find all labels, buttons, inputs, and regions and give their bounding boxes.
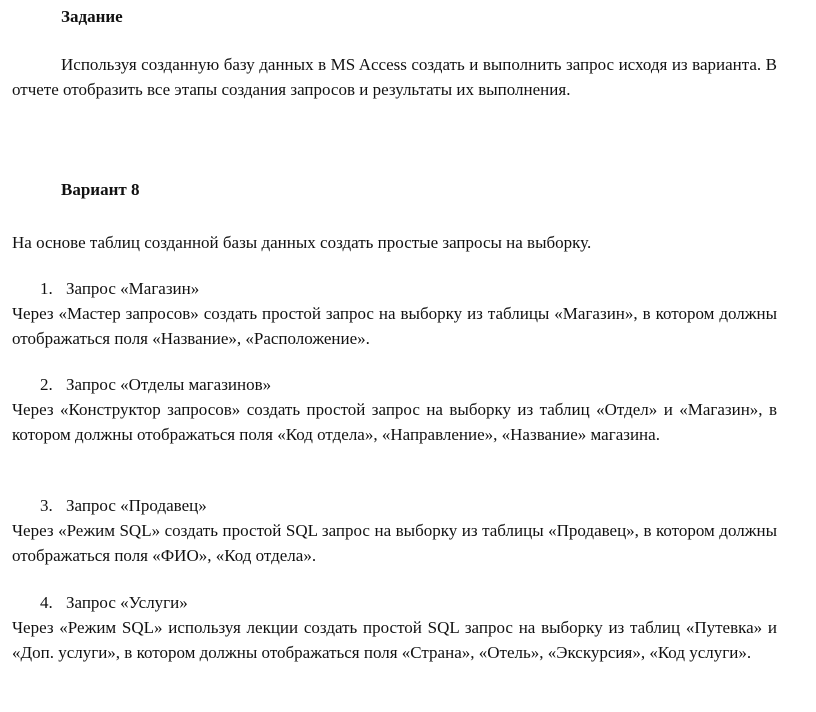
query-4-description: Через «Режим SQL» используя лекции создать простой SQL запрос на выборку из таблиц «Путевка» и «Доп. услуги», в котором должны отображаться поля «Страна», «Отель», «Экскурсия», «Код услуги». [12, 618, 777, 662]
variant-heading: Вариант 8 [61, 180, 140, 199]
query-2-title: Запрос «Отделы магазинов» [66, 375, 272, 394]
variant-intro: На основе таблиц созданной базы данных создать простые запросы на выборку. [12, 233, 592, 252]
task-text: Используя созданную базу данных в MS Access создать и выполнить запрос исходя из варианта. В отчете отобразить все этапы создания запросов и результаты их выполнения. [12, 55, 777, 99]
query-1-title: Запрос «Магазин» [66, 279, 200, 298]
query-2-number: 2. [40, 375, 53, 394]
query-3-title-row [40, 493, 207, 518]
query-3-number: 3. [40, 496, 53, 515]
query-4-title: Запрос «Услуги» [66, 593, 188, 612]
query-2-title-row [40, 372, 271, 397]
query-3-title: Запрос «Продавец» [66, 496, 207, 515]
task-heading: Задание [61, 7, 123, 26]
query-1-description: Через «Мастер запросов» создать простой запрос на выборку из таблицы «Магазин», в котором должны отображаться поля «Название», «Расположение». [12, 304, 777, 348]
query-3-description: Через «Режим SQL» создать простой SQL запрос на выборку из таблицы «Продавец», в котором должны отображаться поля «ФИО», «Код отдела». [12, 521, 777, 565]
query-2-description: Через «Конструктор запросов» создать простой запрос на выборку из таблиц «Отдел» и «Магазин», в котором должны отображаться поля «Код отдела», «Направление», «Название» магазина. [12, 400, 777, 444]
query-1-number: 1. [40, 279, 53, 298]
query-4-number: 4. [40, 593, 53, 612]
query-4-title-row [40, 590, 188, 615]
query-1-title-row [40, 276, 199, 301]
